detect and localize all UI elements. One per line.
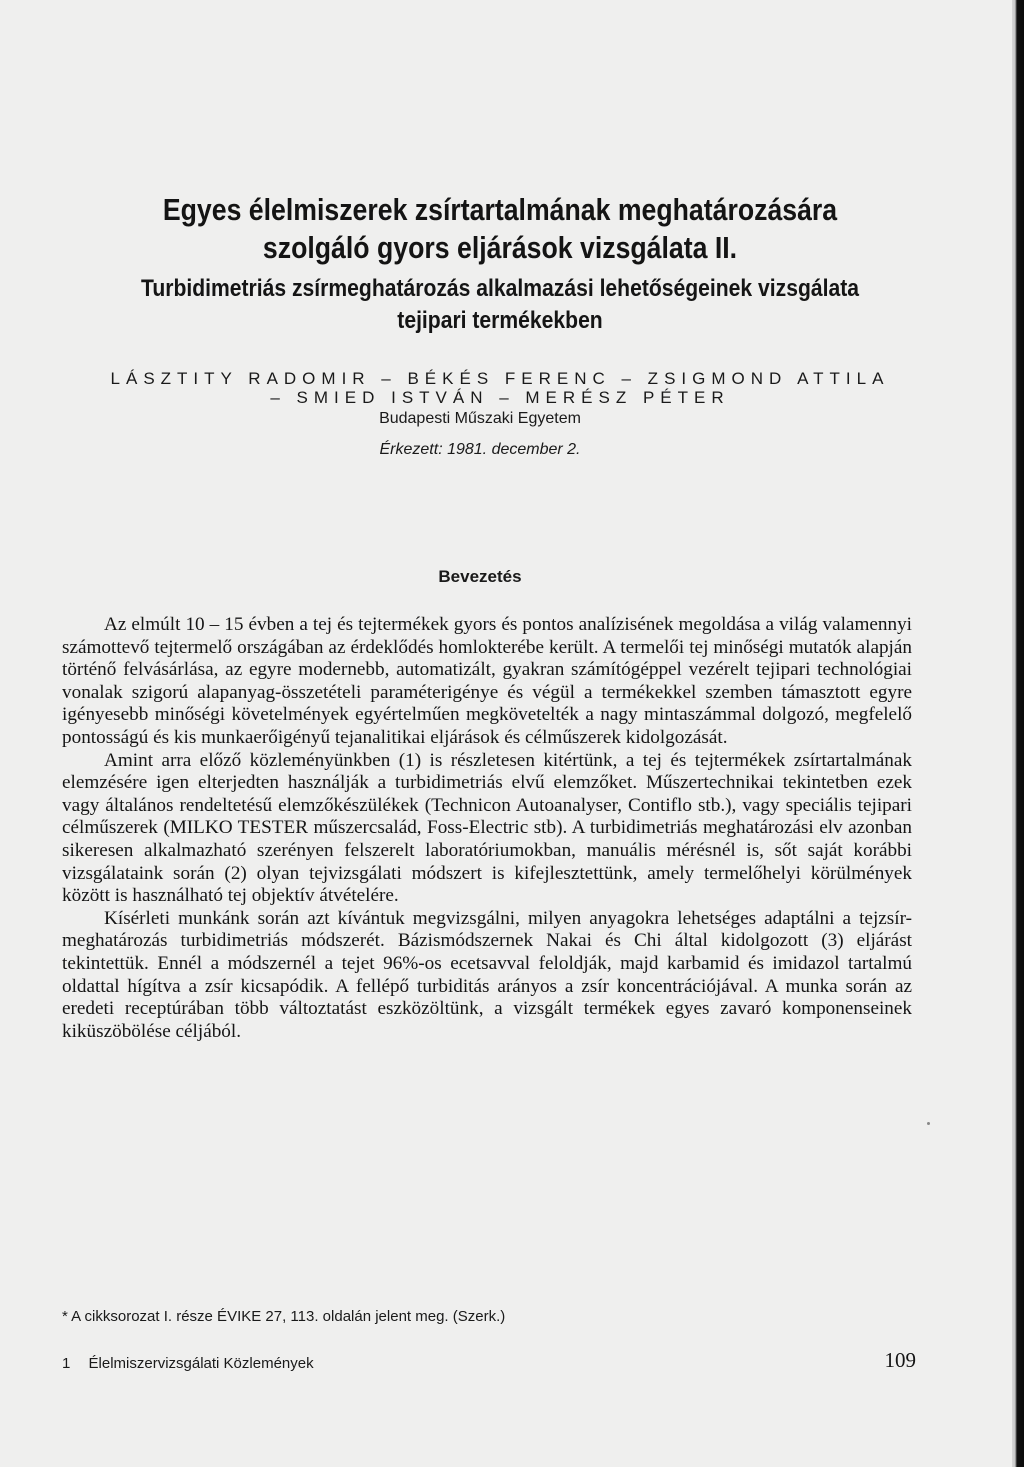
scan-edge-shadow — [1012, 0, 1024, 1467]
article-title-line2: szolgáló gyors eljárások vizsgálata II. — [262, 230, 738, 265]
received-date: Érkezett: 1981. december 2. — [379, 441, 581, 458]
scan-speck — [927, 1122, 930, 1125]
body-text — [62, 614, 912, 1043]
affiliation: Budapesti Műszaki Egyetem — [379, 410, 581, 427]
paragraph: Az elmúlt 10 – 15 évben a tej és tejtermékek gyors és pontos analízisének megoldása a világ valamennyi számottevő tejtermelő országában az érdeklődés homlokterébe került. A termelői tej minőségi mutatók alapján történő felvásárlása, az egyre modernebb, automatizált, gyakran számítógéppel vezérelt tejipari technológiai vonalak szigorú alapanyag-összetételi paraméterigénye és végül a termékekkel szemben támasztott egyre igényesebb minőségi követelmények egyértelműen megkövetelték a nagy mintaszámmal dolgozó, megfelelő pontosságú és kis munkaerőigényű tejanalitikai eljárások és célműszerek kidolgozását. — [62, 614, 912, 748]
article-title-line1: Egyes élelmiszerek zsírtartalmának meghatározására — [162, 192, 838, 227]
page-number: 109 — [884, 1348, 916, 1372]
authors-line2: – SMIED ISTVÁN – MERÉSZ PÉTER — [270, 388, 730, 407]
signature-mark: 1 — [62, 1355, 71, 1372]
journal-name: Élelmiszervizsgálati Közlemények — [88, 1355, 314, 1372]
paragraph: Kísérleti munkánk során azt kívántuk megvizsgálni, milyen anyagokra lehetséges adaptálni a tejzsír-meghatározás turbidimetriás módszerét. Bázismódszernek Nakai és Chi által kidolgozott (3) eljárást tekintettük. Ennél a módszernél a tejet 96%-os ecetsavval feloldják, majd karbamid és imidazol tartalmú oldattal hígítva a zsír kicsapódik. A fellépő turbiditás arányos a zsír koncentrációjával. A munka során az eredeti receptúrában több változtatást eszközöltünk, a vizsgált termékek egyes zavaró komponenseinek kiküszöbölése céljából. — [62, 907, 912, 1042]
authors-line1: LÁSZTITY RADOMIR – BÉKÉS FERENC – ZSIGMOND ATTILA — [110, 369, 890, 388]
section-heading: Bevezetés — [438, 567, 522, 586]
footnote: * A cikksorozat I. része ÉVIKE 27, 113. oldalán jelent meg. (Szerk.) — [62, 1308, 506, 1325]
article-subtitle-line2: tejipari termékekben — [397, 307, 603, 334]
paragraph: Amint arra előző közleményünkben (1) is részletesen kitértünk, a tej és tejtermékek zsírtartalmának elemzésére igen elterjedten használják a turbidimetriás elvű elemzőket. Műszertechnikai tekintetben ezek vagy általános rendeltetésű elemzőkészülékek (Technicon Autoanalyser, Contiflo stb.), vagy speciális tejipari célműszerek (MILKO TESTER műszercsalád, Foss-Electric stb). A turbidimetriás meghatározási elv azonban sikeresen alkalmazható szerényen felszerelt laboratóriumokban, manuális mérésnél is, sőt saját korábbi vizsgálataink során (2) olyan tejvizsgálati módszert is kifejlesztettünk, amely termelőhelyi körülmények között is használható tej objektív átvételére. — [62, 749, 912, 907]
page-footer — [62, 1355, 314, 1372]
article-subtitle-line1: Turbidimetriás zsírmeghatározás alkalmazási lehetőségeinek vizsgálata — [141, 275, 859, 302]
